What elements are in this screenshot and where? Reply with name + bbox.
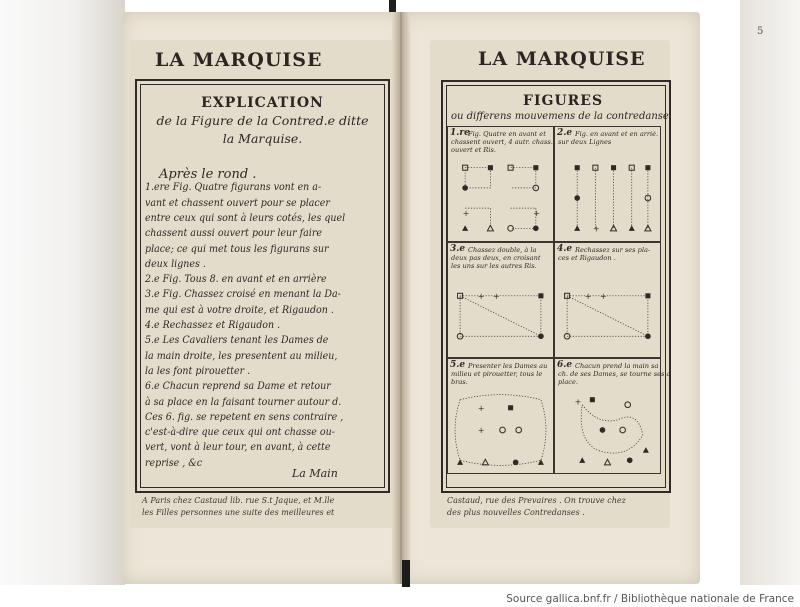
- explication-line: 1.ere Fig. Quatre figurans vont en a-: [145, 182, 322, 194]
- dancer-symbol: [645, 293, 650, 298]
- dancer-symbol: [500, 427, 506, 433]
- figure-number: 5.e: [450, 360, 466, 370]
- explication-line: Après le rond .: [159, 167, 257, 182]
- right-caption-line-2: des plus nouvelles Contredanses .: [447, 508, 585, 517]
- figure-caption-line: Rechassez sur ses pla-: [575, 246, 651, 254]
- dance-diagram: [450, 157, 551, 239]
- figure-caption-line: deux pas deux, en croisant: [451, 254, 541, 262]
- figure-caption-line: ch. de ses Dames, se tourne ses a: [558, 370, 671, 378]
- dancer-symbol: +: [477, 425, 485, 436]
- figure-caption-line: chassent ouvert, 4 autr. chass.: [451, 138, 553, 146]
- dancer-symbol: +: [533, 208, 541, 219]
- dancer-symbol: [538, 459, 544, 465]
- dancer-symbol: [611, 165, 616, 170]
- figure-number: 3.e: [450, 244, 466, 254]
- dancer-symbol: [538, 293, 543, 298]
- explication-heading: EXPLICATION: [201, 95, 324, 111]
- dancer-symbol: [574, 195, 580, 201]
- dance-path: [511, 208, 536, 228]
- explication-frame: [135, 79, 390, 493]
- dancer-symbol: [533, 165, 538, 170]
- figure-caption-line: bras.: [451, 378, 468, 386]
- explication-line: entre ceux qui sont à leurs cotés, les quel: [145, 212, 346, 224]
- page-corner-mark: 5: [757, 26, 764, 37]
- explication-line: deux lignes .: [145, 258, 206, 270]
- dancer-symbol: [488, 165, 493, 170]
- figure-caption-line: Fig. en avant et en arriè.: [575, 130, 659, 138]
- explication-line: 6.e Chacun reprend sa Dame et retour: [145, 381, 331, 393]
- dancer-symbol: [625, 402, 631, 408]
- dance-diagram: [450, 389, 551, 471]
- dancer-symbol: [620, 427, 626, 433]
- dancer-symbol: [533, 225, 539, 231]
- explication-line: place; ce qui met tous les figurans sur: [145, 243, 329, 255]
- dancer-symbol: [645, 333, 651, 339]
- explication-line: vert, vont à leur tour, en avant, à cette: [145, 442, 331, 454]
- dancer-symbol: [645, 165, 650, 170]
- figure-number: 6.e: [557, 360, 573, 370]
- dancer-symbol: [462, 225, 468, 231]
- dancer-symbol: +: [584, 290, 592, 301]
- explication-subheading-2: la Marquise.: [222, 131, 303, 146]
- explication-line: c'est-à-dire que ceux qui ont chasse ou-: [145, 427, 335, 439]
- dancer-symbol: +: [574, 396, 582, 407]
- explication-subheading: de la Figure de la Contred.e ditte: [156, 113, 369, 128]
- explication-line: vant et chassent ouvert pour se placer: [145, 197, 330, 209]
- dance-path: [511, 168, 536, 188]
- dancer-symbol: [508, 405, 513, 410]
- explication-line: reprise , &c: [145, 457, 203, 469]
- left-caption-line-1: A Paris chez Castaud lib. rue S.t Jaque, et M.lle: [142, 496, 335, 505]
- dancer-symbol: [538, 333, 544, 339]
- right-page-title: LA MARQUISE: [478, 48, 646, 70]
- figure-cell: [554, 126, 661, 242]
- dancer-symbol: [643, 447, 649, 453]
- figure-caption-line: Presenter les Dames au: [468, 362, 548, 370]
- dance-path: [460, 296, 541, 336]
- dancer-symbol: [457, 459, 463, 465]
- dancer-symbol: [604, 459, 610, 465]
- dance-diagram: [450, 273, 551, 355]
- closing-signature: La Main: [292, 467, 338, 480]
- explication-line: la les font pirouetter .: [145, 365, 251, 377]
- figure-caption-line: les uns sur les autres Ris.: [451, 262, 537, 270]
- dancer-symbol: [627, 457, 633, 463]
- figure-caption-line: Chacun prend la main sa: [575, 362, 659, 370]
- left-book-edge: [0, 0, 125, 585]
- figure-caption-line: Chassez double, à la: [468, 246, 537, 254]
- right-page: [400, 12, 764, 584]
- book-gutter: [392, 12, 410, 584]
- dancer-symbol: [462, 185, 468, 191]
- dancer-symbol: +: [492, 290, 500, 301]
- figure-caption-line: milieu et pirouetter, tous le: [451, 370, 543, 378]
- explication-line: chassent aussi ouvert pour leur faire: [145, 228, 322, 240]
- explication-line: 5.e Les Cavaliers tenant les Dames de: [145, 335, 329, 347]
- figures-heading: FIGURES: [523, 93, 604, 109]
- figure-caption-line: Fig. Quatre en avant et: [468, 130, 546, 138]
- figures-subheading: ou differens mouvemens de la contredanse: [451, 111, 669, 122]
- dancer-symbol: +: [592, 223, 600, 234]
- dancer-symbol: [487, 225, 493, 231]
- dancer-symbol: +: [477, 290, 485, 301]
- dance-diagram: [557, 389, 658, 471]
- explication-line: à sa place en la faisant tourner autour d.: [145, 396, 342, 408]
- right-book-edge: [740, 0, 800, 585]
- explication-line: 3.e Fig. Chassez croisé en menant la Da-: [145, 289, 341, 301]
- explication-line: Ces 6. fig. se repetent en sens contraire ,: [145, 411, 344, 423]
- left-caption-line-2: les Filles personnes une suite des meilleures et: [142, 508, 335, 517]
- figure-cell: [554, 358, 671, 474]
- dancer-symbol: [579, 457, 585, 463]
- dance-path: [581, 405, 643, 453]
- dancer-symbol: [482, 459, 488, 465]
- explication-line: me qui est à votre droite, et Rigaudon .: [145, 304, 334, 316]
- dance-path: [567, 296, 648, 336]
- dance-diagram: [557, 157, 658, 239]
- dancer-symbol: [575, 165, 580, 170]
- figure-cell: [447, 242, 554, 358]
- dancer-symbol: [629, 225, 635, 231]
- figure-number: 1.re: [450, 128, 470, 138]
- source-credit: Source gallica.bnf.fr / Bibliothèque nationale de France: [506, 593, 794, 605]
- explication-line: 2.e Fig. Tous 8. en avant et en arrière: [145, 274, 327, 286]
- figure-cell: [447, 358, 554, 474]
- figure-cell: [447, 126, 554, 242]
- left-page: [122, 12, 407, 584]
- figure-caption-line: place.: [558, 378, 578, 386]
- dance-diagram: [557, 273, 658, 355]
- dance-path: [465, 168, 490, 188]
- explication-line: 4.e Rechassez et Rigaudon .: [145, 320, 281, 331]
- figure-caption-line: ces et Rigaudon .: [558, 254, 616, 262]
- figure-cell: [554, 242, 661, 358]
- right-caption-line-1: Castaud, rue des Prevaires . On trouve chez: [447, 496, 626, 505]
- dance-path: [455, 395, 546, 466]
- dancer-symbol: [590, 397, 595, 402]
- figures-frame: [441, 80, 671, 493]
- figure-caption-line: sur deux Lignes: [558, 138, 612, 146]
- dancer-symbol: +: [477, 402, 485, 413]
- dancer-symbol: [516, 427, 522, 433]
- dancer-symbol: [574, 225, 580, 231]
- figure-caption-line: ouvert et Ris.: [451, 146, 496, 154]
- dancer-symbol: +: [599, 290, 607, 301]
- left-page-title: LA MARQUISE: [155, 49, 323, 71]
- figure-number: 4.e: [557, 244, 573, 254]
- figure-number: 2.e: [557, 128, 573, 138]
- dancer-symbol: [513, 459, 519, 465]
- dancer-symbol: +: [462, 208, 470, 219]
- explication-line: la main droite, les presentent au milieu,: [145, 350, 338, 362]
- dancer-symbol: [600, 427, 606, 433]
- bookmark-ribbon-bottom: [402, 560, 410, 587]
